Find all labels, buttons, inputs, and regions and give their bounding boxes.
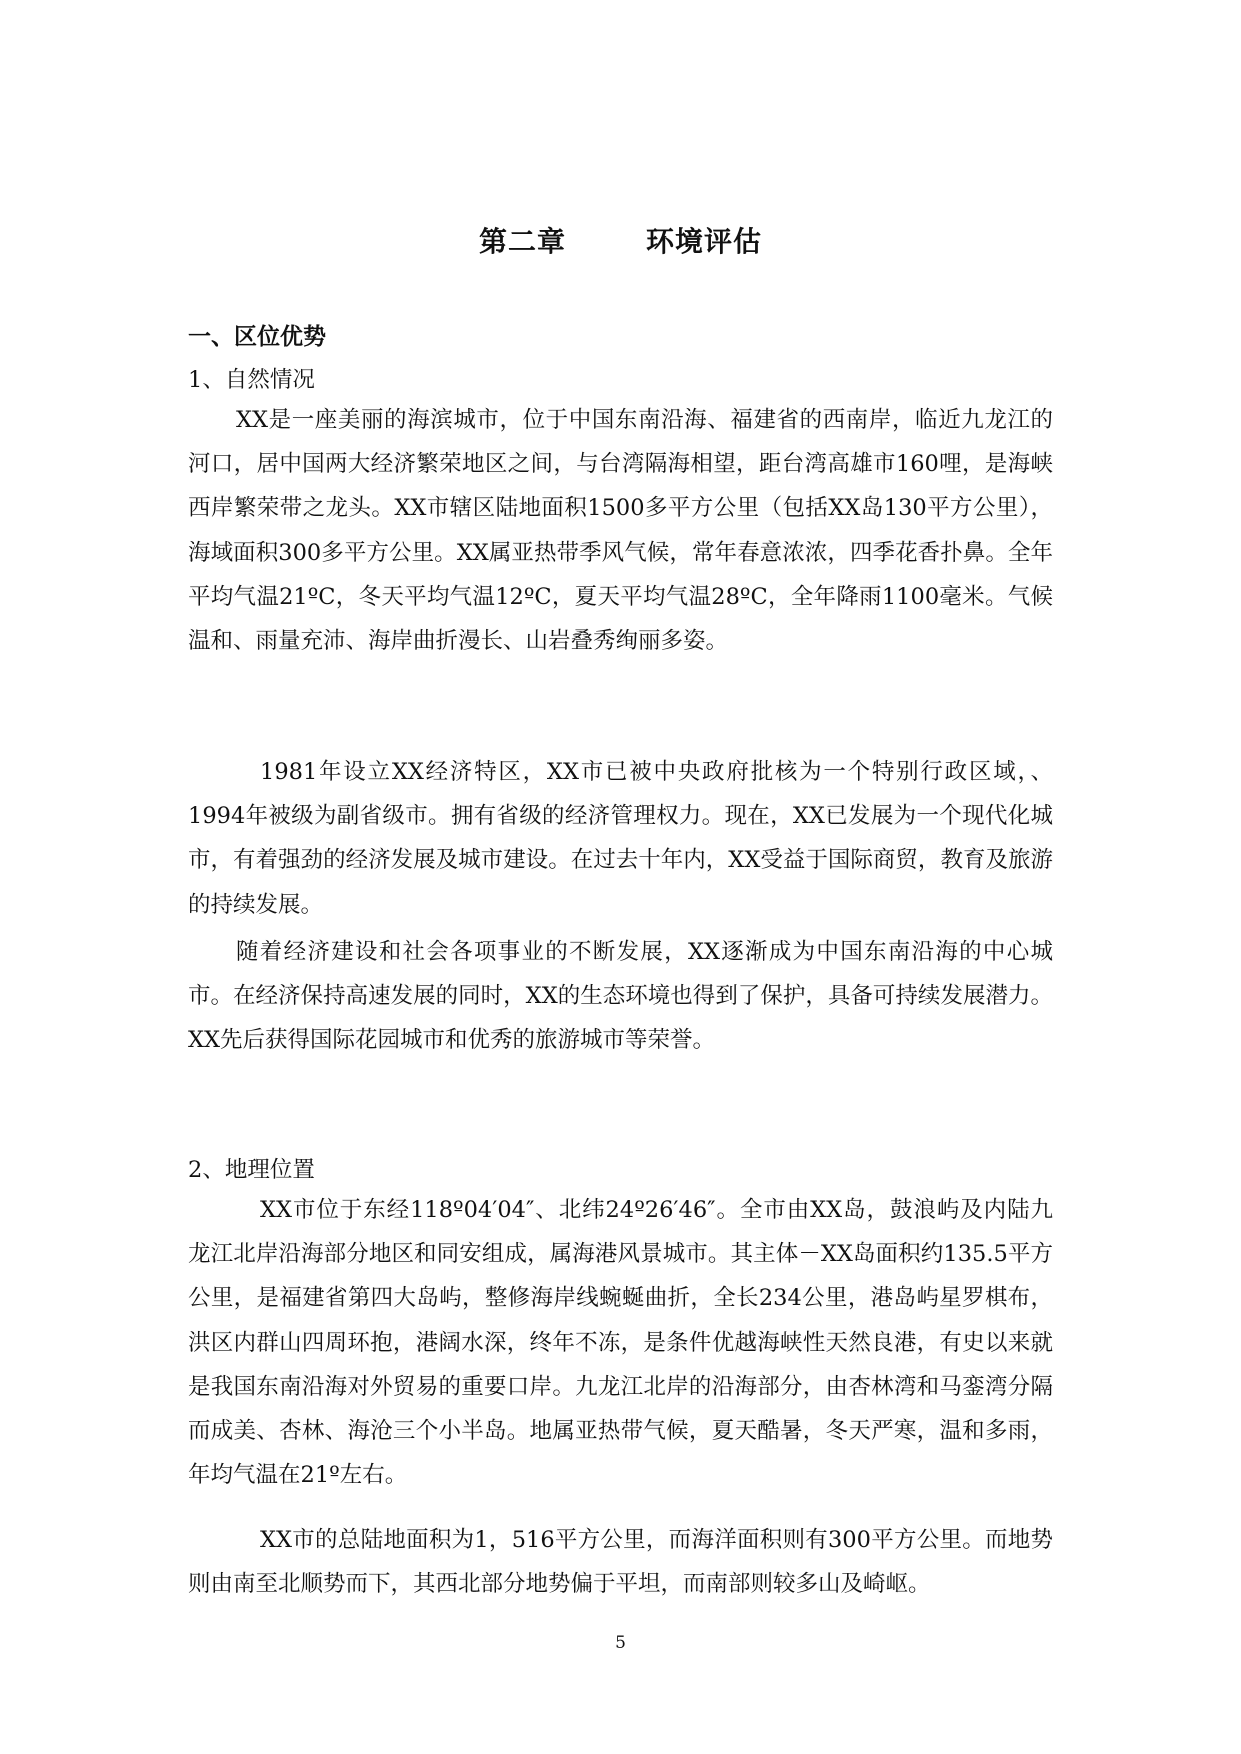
chapter-number: 第二章 xyxy=(478,225,566,258)
section-heading: 一、区位优势 xyxy=(188,324,326,350)
paragraph-natural-3: 随着经济建设和社会各项事业的不断发展，XX逐渐成为中国东南沿海的中心城市。在经济保持高速发展的同时，XX的生态环境也得到了保护，具备可持续发展潜力。XX先后获得国际花园城市和优秀的旅游城市等荣誉。 xyxy=(188,939,1053,1054)
paragraph-location-1: XX市位于东经118º04′04″、北纬24º26′46″。全市由XX岛，鼓浪屿及内陆九龙江北岸沿海部分地区和同安组成，属海港风景城市。其主体－XX岛面积约135.5平方公里，是福建省第四大岛屿，整修海岸线蜿蜒曲折，全长234公里，港岛屿星罗棋布，洪区内群山四周环抱，港阔水深，终年不冻，是条件优越海峡性天然良港，有史以来就是我国东南沿海对外贸易的重要口岸。九龙江北岸的沿海部分，由杏林湾和马銮湾分隔而成美、杏林、海沧三个小半岛。地属亚热带气候，夏天酷暑，冬天严寒，温和多雨，年均气温在21º左右。 xyxy=(188,1197,1053,1489)
subsection-heading-location: 2、地理位置 xyxy=(188,1157,315,1183)
page-number: 5 xyxy=(615,1633,626,1653)
paragraph-natural-2: 1981年设立XX经济特区，XX市已被中央政府批核为一个特别行政区域，、1994年被级为副省级市。拥有省级的经济管理权力。现在，XX已发展为一个现代化城市，有着强劲的经济发展及城市建设。在过去十年内，XX受益于国际商贸，教育及旅游的持续发展。 xyxy=(188,759,1053,918)
paragraph-natural-1: XX是一座美丽的海滨城市，位于中国东南沿海、福建省的西南岸，临近九龙江的河口，居中国两大经济繁荣地区之间，与台湾隔海相望，距台湾高雄市160哩，是海峡西岸繁荣带之龙头。XX市辖区陆地面积1500多平方公里（包括XX岛130平方公里），海域面积300多平方公里。XX属亚热带季风气候，常年春意浓浓，四季花香扑鼻。全年平均气温21ºC，冬天平均气温12ºC，夏天平均气温28ºC，全年降雨1100毫米。气候温和、雨量充沛、海岸曲折漫长、山岩叠秀绚丽多姿。 xyxy=(188,407,1053,655)
subsection-heading-natural: 1、自然情况 xyxy=(188,367,315,393)
chapter-name: 环境评估 xyxy=(646,225,763,258)
paragraph-location-2: XX市的总陆地面积为1，516平方公里，而海洋面积则有300平方公里。而地势则由南至北顺势而下，其西北部分地势偏于平坦，而南部则较多山及崎岖。 xyxy=(188,1527,1053,1598)
chapter-title xyxy=(0,220,1241,260)
